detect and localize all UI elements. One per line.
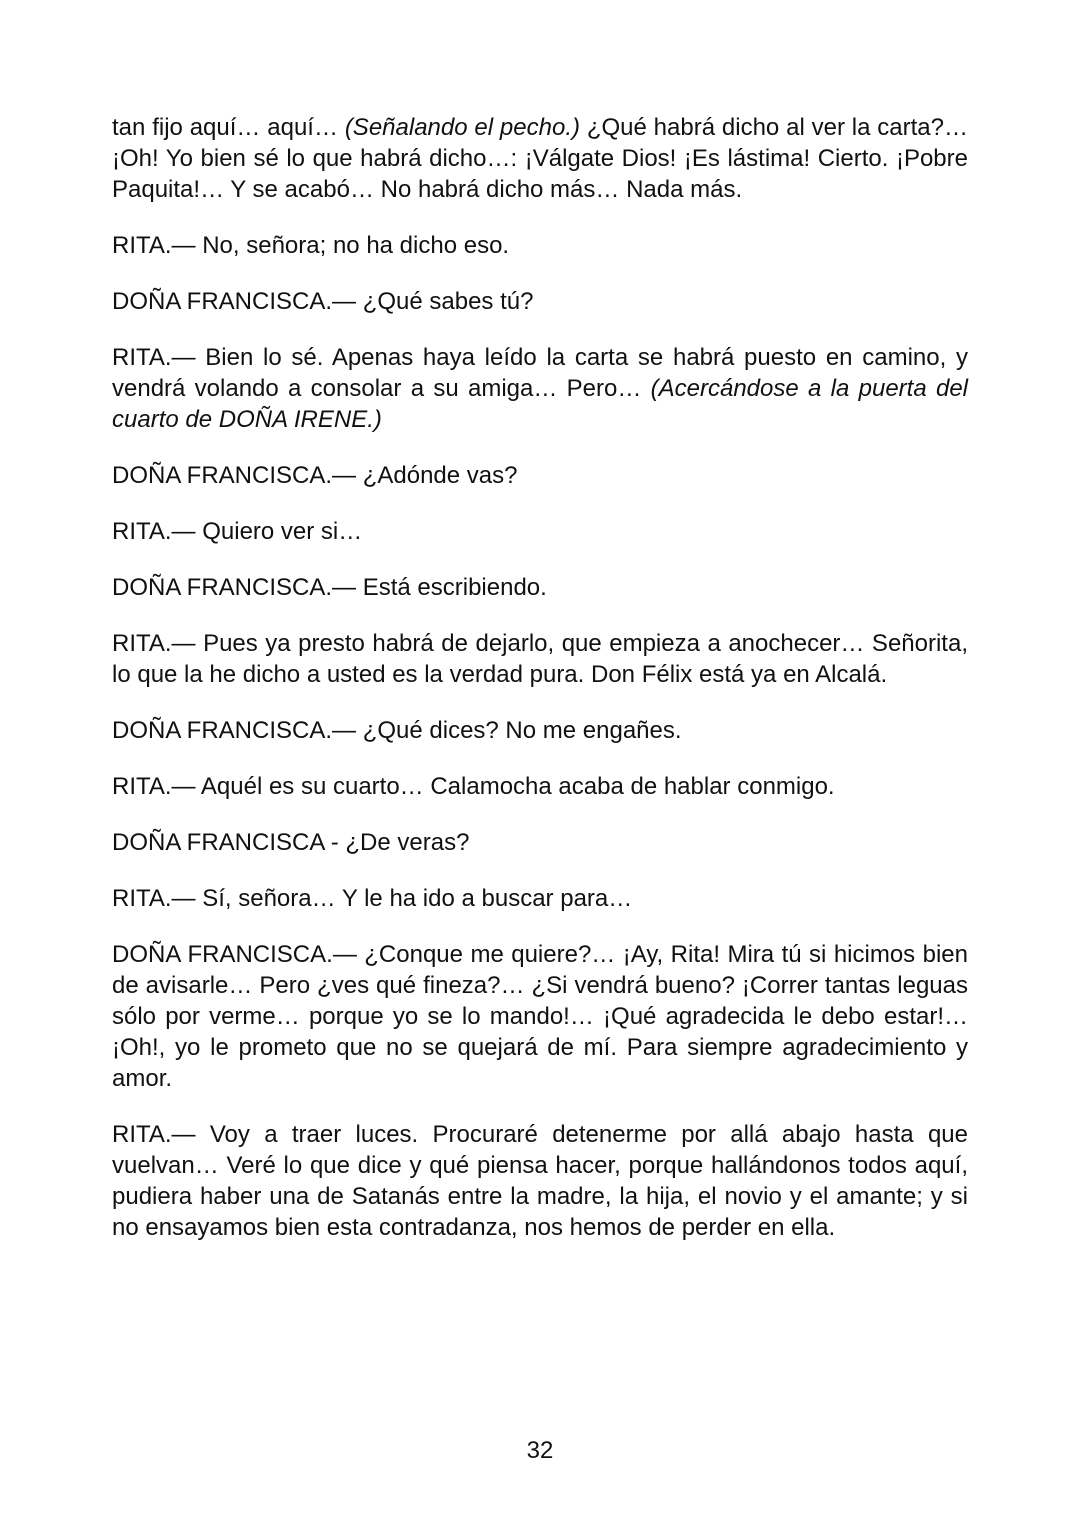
page-body — [112, 112, 968, 1268]
paragraph-2: RITA.— No, señora; no ha dicho eso. — [112, 232, 510, 259]
paragraph-11: DOÑA FRANCISCA - ¿De veras? — [112, 829, 470, 856]
paragraph-6: RITA.— Quiero ver si… — [112, 518, 363, 545]
stage-direction-2: (Acercándose a la puerta del cuarto de DOÑA IRENE.) — [112, 375, 969, 433]
paragraph-9: DOÑA FRANCISCA.— ¿Qué dices? No me engañes. — [112, 717, 682, 744]
paragraph-8: RITA.— Pues ya presto habrá de dejarlo, que empieza a anochecer… Señorita, lo que la he dicho a usted es la verdad pura. Don Félix está ya en Alcalá. — [112, 630, 968, 688]
paragraph-1 — [112, 112, 968, 205]
paragraph-7: DOÑA FRANCISCA.— Está escribiendo. — [112, 574, 547, 601]
paragraph-1-text-b: ¿Qué habrá dicho al ver la carta?… ¡Oh! Yo bien sé lo que habrá dicho…: ¡Válgate Dios! ¡Es lástima! Cierto. ¡Pobre Paquita!… Y se acabó… No habrá dicho más… Nada más. — [112, 114, 969, 203]
paragraph-10: RITA.— Aquél es su cuarto… Calamocha acaba de hablar conmigo. — [112, 773, 835, 800]
page-number: 32 — [526, 1437, 554, 1464]
paragraph-5: DOÑA FRANCISCA.— ¿Adónde vas? — [112, 462, 518, 489]
paragraph-4 — [112, 342, 968, 435]
paragraph-12: RITA.— Sí, señora… Y le ha ido a buscar para… — [112, 885, 633, 912]
stage-direction-1: (Señalando el pecho.) — [344, 114, 580, 141]
paragraph-4-text-a: RITA.— Bien lo sé. Apenas haya leído la carta se habrá puesto en camino, y vendrá volando a consolar a su amiga… Pero… — [112, 344, 968, 402]
paragraph-3: DOÑA FRANCISCA.— ¿Qué sabes tú? — [112, 288, 534, 315]
paragraph-13: DOÑA FRANCISCA.— ¿Conque me quiere?… ¡Ay, Rita! Mira tú si hicimos bien de avisarle… Pero ¿ves qué fineza?… ¿Si vendrá bueno? ¡Correr tantas leguas sólo por verme… porque yo se lo mando!… ¡Qué agradecida le debo estar!… ¡Oh!, yo le prometo que no se quejará de mí. Para siempre agradecimiento y amor. — [112, 941, 968, 1092]
paragraph-14: RITA.— Voy a traer luces. Procuraré detenerme por allá abajo hasta que vuelvan… Veré lo que dice y qué piensa hacer, porque hallándonos todos aquí, pudiera haber una de Satanás entre la madre, la hija, el novio y el amante; y si no ensayamos bien esta contradanza, nos hemos de perder en ella. — [112, 1121, 968, 1241]
paragraph-1-text-a: tan fijo aquí… aquí… — [112, 114, 345, 141]
